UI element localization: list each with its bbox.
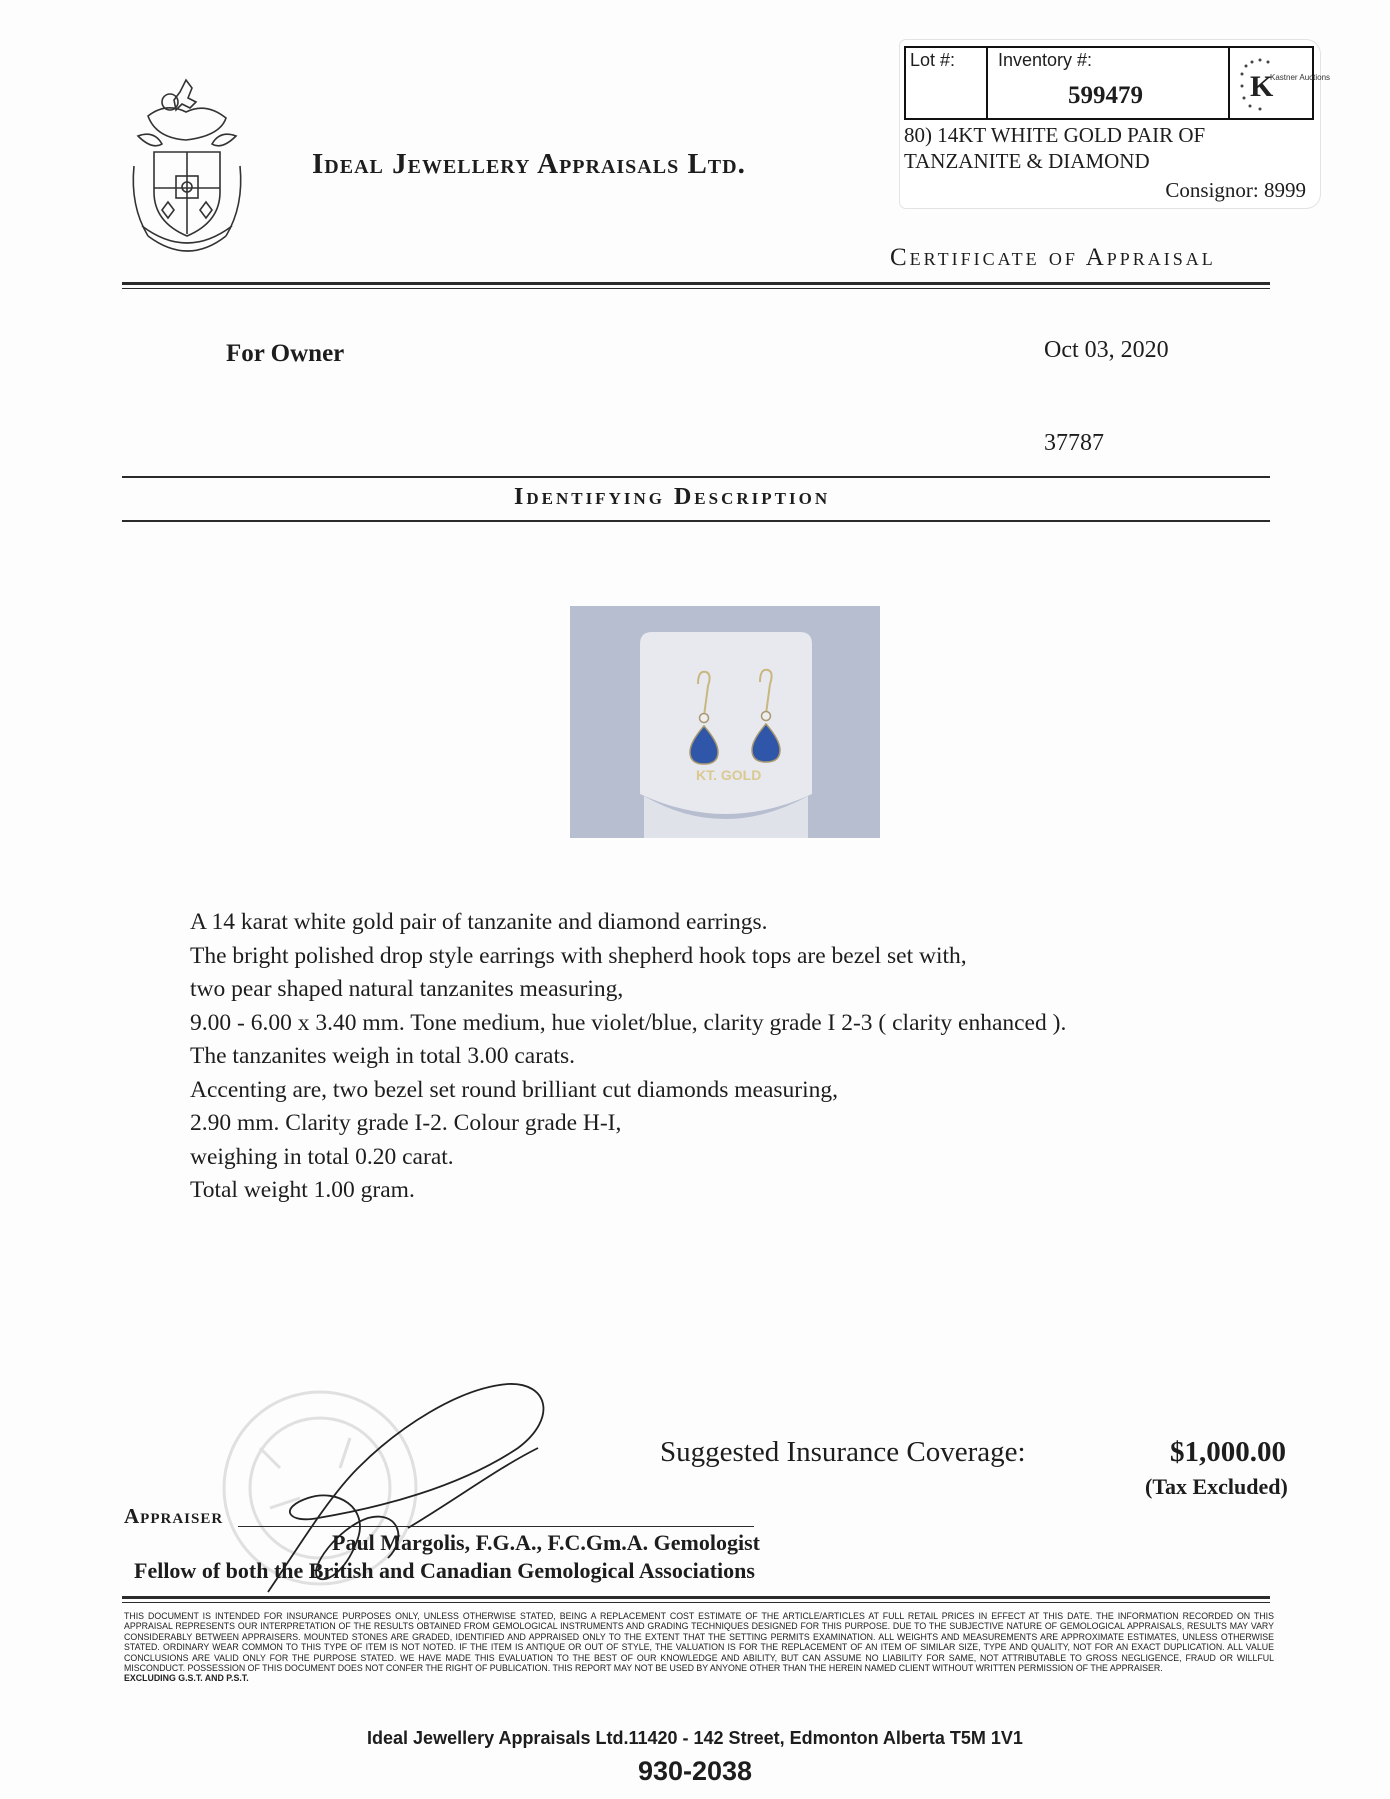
lot-number-label: Lot #:	[910, 50, 956, 70]
description-line: 2.90 mm. Clarity grade I-2. Colour grade H-I,	[190, 1110, 622, 1136]
signature-line	[238, 1526, 754, 1527]
insurance-coverage-label: Suggested Insurance Coverage:	[660, 1436, 1026, 1468]
tax-exclusion-note: EXCLUDING G.S.T. AND P.S.T.	[124, 1673, 249, 1684]
description-line: 9.00 - 6.00 x 3.40 mm. Tone medium, hue violet/blue, clarity grade I 2-3 ( clarity enhanced ).	[190, 1009, 1067, 1036]
description-line: The tanzanites weigh in total 3.00 carats.	[190, 1043, 576, 1069]
description-line: Total weight 1.00 gram.	[190, 1177, 415, 1203]
section-divider-bottom	[122, 520, 1270, 522]
coat-of-arms-logo	[128, 76, 246, 272]
description-line: two pear shaped natural tanzanites measuring,	[190, 976, 624, 1002]
earrings-photo	[570, 606, 880, 838]
owner-label: For Owner	[226, 340, 345, 367]
section-title: Identifying Description	[514, 484, 831, 510]
inventory-number: 599479	[1068, 82, 1143, 109]
auction-logo-cell	[1230, 48, 1331, 118]
photo-box-text: KT. GOLD	[696, 767, 762, 783]
item-description	[190, 906, 1066, 1208]
certificate-number: 37787	[1044, 430, 1104, 456]
tax-note: (Tax Excluded)	[1145, 1474, 1288, 1499]
company-name: Ideal Jewellery Appraisals Ltd.	[312, 148, 746, 180]
lot-description-line: 80) 14KT WHITE GOLD PAIR OF	[904, 123, 1206, 147]
auction-lot-label	[900, 40, 1331, 208]
lot-description-line: TANZANITE & DIAMOND	[904, 149, 1150, 173]
lot-number-cell	[906, 48, 988, 118]
appraiser-label: Appraiser	[124, 1504, 224, 1528]
header-divider	[122, 282, 1270, 285]
section-divider-top	[122, 476, 1270, 478]
lot-label-grid	[904, 46, 1331, 120]
appraiser-fellowship: Fellow of both the British and Canadian Gemological Associations	[134, 1558, 755, 1583]
header-divider-thin	[122, 288, 1270, 289]
legal-disclaimer	[124, 1611, 1274, 1684]
description-line: weighing in total 0.20 carat.	[190, 1143, 454, 1170]
inventory-label: Inventory #:	[998, 50, 1093, 70]
consignor-number: Consignor: 8999	[1165, 178, 1306, 202]
footer-address: Ideal Jewellery Appraisals Ltd.11420 - 142 Street, Edmonton Alberta T5M 1V1	[367, 1728, 1023, 1748]
description-line: The bright polished drop style earrings with shepherd hook tops are bezel set with,	[190, 942, 967, 969]
appraiser-name: Paul Margolis, F.G.A., F.C.Gm.A. Gemologist	[332, 1530, 760, 1555]
footer-divider-thin	[122, 1602, 1270, 1603]
kastner-auctions-logo	[1238, 56, 1331, 112]
svg-text:K: K	[1250, 70, 1274, 103]
lot-description	[904, 122, 1205, 174]
certificate-title: Certificate of Appraisal	[890, 244, 1216, 271]
footer-phone: 930-2038	[637, 1756, 753, 1786]
insurance-coverage-value: $1,000.00	[1170, 1436, 1286, 1468]
logo-text: Kastner Auctions	[1270, 73, 1331, 82]
inventory-cell	[988, 48, 1230, 118]
description-line: Accenting are, two bezel set round brilliant cut diamonds measuring,	[190, 1076, 839, 1103]
disclaimer-text: THIS DOCUMENT IS INTENDED FOR INSURANCE PURPOSES ONLY, UNLESS OTHERWISE STATED, BEING A REPLACEMENT COST ESTIMATE OF THE ARTICLE/ARTICLES AT FULL RETAIL PRICES IN EFFECT AT THIS DATE. THE INFORMATION RECORDED ON THIS APPRAISAL REPRESENTS OUR INTERPRETATION OF THE RESULTS OBTAINED FROM GEMOLOGICAL INSTRUMENTS AND GRADING TECHNIQUES DESIGNED FOR THIS PURPOSE. DUE TO THE SUBJECTIVE NATURE OF GEMOLOGICAL APPRAISALS, RESULTS MAY VARY CONSIDERABLY BETWEEN APPRAISERS. MOUNTED STONES ARE GRADED, IDENTIFIED AND APPRAISED ONLY TO THE EXTENT THAT THE SETTING PERMITS EXAMINATION. ALL WEIGHTS AND MEASUREMENTS ARE APPROXIMATE ESTIMATES, UNLESS OTHERWISE STATED. ORDINARY WEAR COMMON TO THIS TYPE OF ITEM IS NOT NOTED. IF THE ITEM IS ANTIQUE OR OUT OF STYLE, THE VALUATION IS FOR THE REPLACEMENT OF AN ITEM OF SIMILAR SIZE, TYPE AND QUALITY, NOT FOR AN EXACT DUPLICATION. ALL VALUE CONCLUSIONS ARE VALID ONLY FOR THE PURPOSE STATED. WE HAVE MADE THIS EVALUATION TO THE BEST OF OUR KNOWLEDGE AND ABILITY, BUT CAN ASSUME NO LIABILITY FOR SAME, NOT ATTRIBUTABLE TO GROSS NEGLIGENCE, FRAUD OR WILLFUL MISCONDUCT. POSSESSION OF THIS DOCUMENT DOES NOT CONFER THE RIGHT OF PUBLICATION. THIS REPORT MAY NOT BE USED BY ANYONE OTHER THAN THE HEREIN NAMED CLIENT WITHOUT WRITTEN PERMISSION OF THE APPRAISER.	[124, 1611, 1274, 1674]
footer-divider	[122, 1596, 1270, 1599]
description-line: A 14 karat white gold pair of tanzanite and diamond earrings.	[190, 909, 768, 935]
appraisal-date: Oct 03, 2020	[1044, 337, 1169, 363]
